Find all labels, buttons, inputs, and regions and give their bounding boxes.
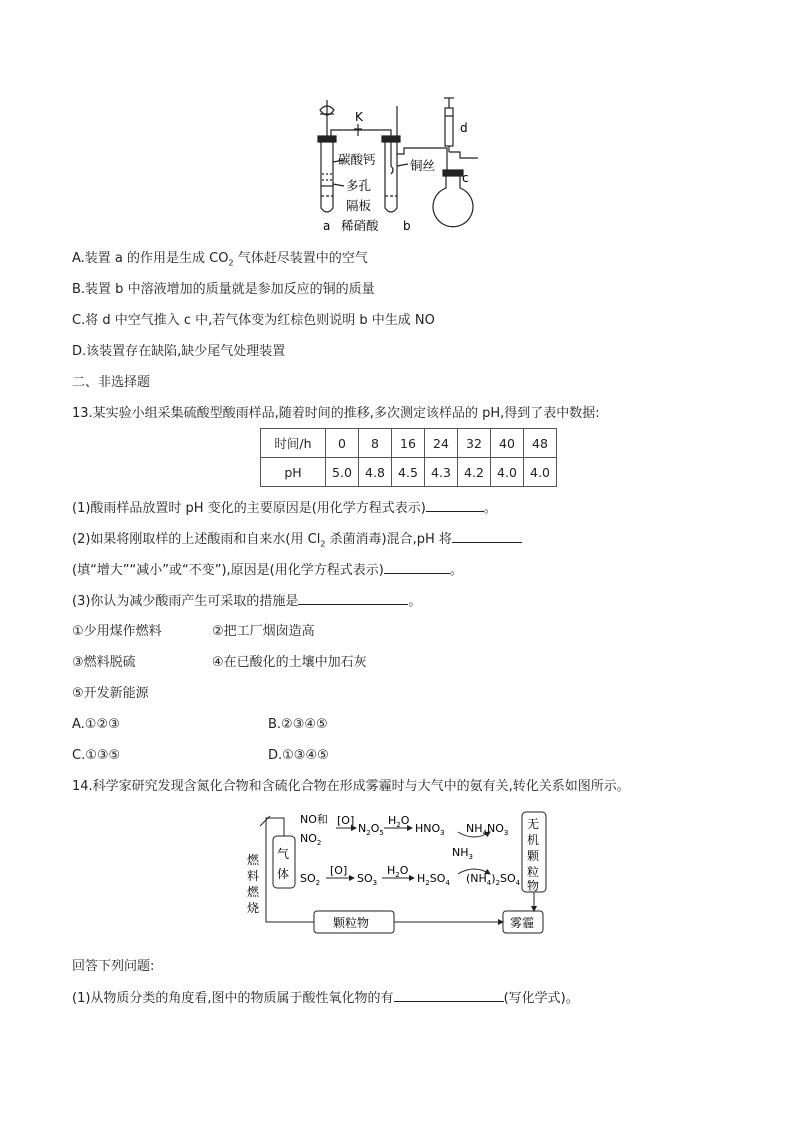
q13-sub1: (1)酸雨样品放置时 pH 变化的主要原因是(用化学方程式表示) 。 [72,501,497,516]
label-fuel-4: 烧 [247,901,260,915]
q12-option-c: C.将 d 中空气推入 c 中,若气体变为红棕色则说明 b 中生成 NO [72,313,435,328]
table-cell: 4.0 [524,458,557,487]
label-fuel-1: 燃 [247,853,260,867]
label-h2so4: $H_2SO_4$ [417,872,450,887]
apparatus-label-a: a [323,219,331,233]
label-nh3: $NH_3$ [452,846,473,861]
label-h2o-lower: $H_2O$ [387,864,409,879]
choice-c: C.①③⑤ [72,748,121,763]
apparatus-label-copper-wire: 铜丝 [410,158,436,173]
table-row [261,458,557,487]
q14-sub1: (1)从物质分类的角度看,图中的物质属于酸性氧化物的有 (写化学式)。 [72,991,579,1006]
q12-option-a: A.装置 a 的作用是生成 $CO_2$ 气体赶尽装置中的空气 [72,251,368,268]
apparatus-label-c: c [462,171,469,185]
apparatus-label-d: d [460,121,468,135]
haze-conversion-diagram [240,804,560,940]
label-o-upper: [O] [337,814,355,827]
label-nh42so4: $(NH_4)_2SO_4$ [466,872,521,887]
ph-table [260,428,557,487]
label-gas-2: 体 [277,867,290,881]
table-cell: 4.5 [392,458,425,487]
section-title: 二、非选择题 [72,375,151,390]
apparatus-label-partition: 隔板 [346,198,372,213]
table-cell: 0 [326,429,359,458]
table-cell: 5.0 [326,458,359,487]
answer-blank[interactable] [298,592,408,605]
q12-option-b: B.装置 b 中溶液增加的质量就是参加反应的铜的质量 [72,282,375,297]
choice-d: D.①③④⑤ [268,748,329,763]
q13-sub3: (3)你认为减少酸雨产生可采取的措施是 。 [72,594,422,609]
label-fuel-3: 燃 [247,885,260,899]
measure-3: ③燃料脱硫 [72,655,136,670]
apparatus-label-k: K [355,110,363,124]
label-hno3: $HNO_3$ [415,822,445,837]
q13-sub2a: (2)如果将刚取样的上述酸雨和自来水(用 $Cl_2$ 杀菌消毒)混合,pH 将 [72,530,522,554]
apparatus-diagram [300,96,500,236]
label-inorganic-2: 机 [527,833,540,847]
label-o-lower: [O] [330,864,348,877]
label-fuel-2: 料 [247,869,260,883]
apparatus-label-porous: 多孔 [346,178,372,193]
table-header-ph: pH [261,458,326,487]
measure-4: ④在已酸化的土壤中加石灰 [212,655,367,670]
label-so2: $SO_2$ [300,872,321,887]
label-h2o-upper: $H_2O$ [388,814,410,829]
table-row [261,429,557,458]
table-cell: 4.0 [491,458,524,487]
table-cell: 24 [425,429,458,458]
measure-1: ①少用煤作燃料 [72,624,162,639]
label-nh4no3: $NH_4NO_3$ [466,822,509,837]
measure-5: ⑤开发新能源 [72,686,149,701]
choice-b: B.②③④⑤ [268,717,328,732]
answer-blank[interactable] [394,989,504,1002]
label-gas-1: 气 [277,847,290,861]
apparatus-label-dilute-nitric-acid: 稀硝酸 [341,218,379,233]
label-inorganic-3: 颗 [527,849,540,863]
apparatus-label-calcium-carbonate: 碳酸钙 [338,152,376,167]
label-haze: 雾霾 [510,916,535,930]
label-so3: $SO_3$ [357,872,378,887]
q12-option-d: D.该装置存在缺陷,缺少尾气处理装置 [72,344,286,359]
table-cell: 40 [491,429,524,458]
table-cell: 4.2 [458,458,491,487]
apparatus-label-b: b [403,219,411,233]
label-inorganic-5: 物 [527,879,540,893]
table-cell: 16 [392,429,425,458]
q13-sub2b: (填“增大”“减小”或“不变”),原因是(用化学方程式表示) 。 [72,563,463,578]
label-inorganic-1: 无 [527,817,540,831]
table-cell: 4.3 [425,458,458,487]
label-inorganic-4: 粒 [527,865,540,879]
answer-blank[interactable] [426,499,484,512]
label-particles: 颗粒物 [333,916,370,930]
table-cell: 48 [524,429,557,458]
table-cell: 8 [359,429,392,458]
answer-blank[interactable] [384,561,450,574]
label-n2o5: $N_2O_5$ [358,822,384,837]
table-header-time: 时间/h [261,429,326,458]
table-cell: 32 [458,429,491,458]
answer-blank[interactable] [452,530,522,543]
q14-stem: 14.科学家研究发现含氮化合物和含硫化合物在形成雾霾时与大气中的氨有关,转化关系如图所示。 [72,779,630,794]
choice-a: A.①②③ [72,717,120,732]
q14-answer-lead: 回答下列问题: [72,959,155,974]
label-no2: $NO_2$ [300,832,322,847]
q13-stem: 13.某实验小组采集硫酸型酸雨样品,随着时间的推移,多次测定该样品的 pH,得到了表中数据: [72,406,600,421]
label-no-and: NO和 [300,813,328,826]
measure-2: ②把工厂烟囱造高 [212,624,315,639]
table-cell: 4.8 [359,458,392,487]
